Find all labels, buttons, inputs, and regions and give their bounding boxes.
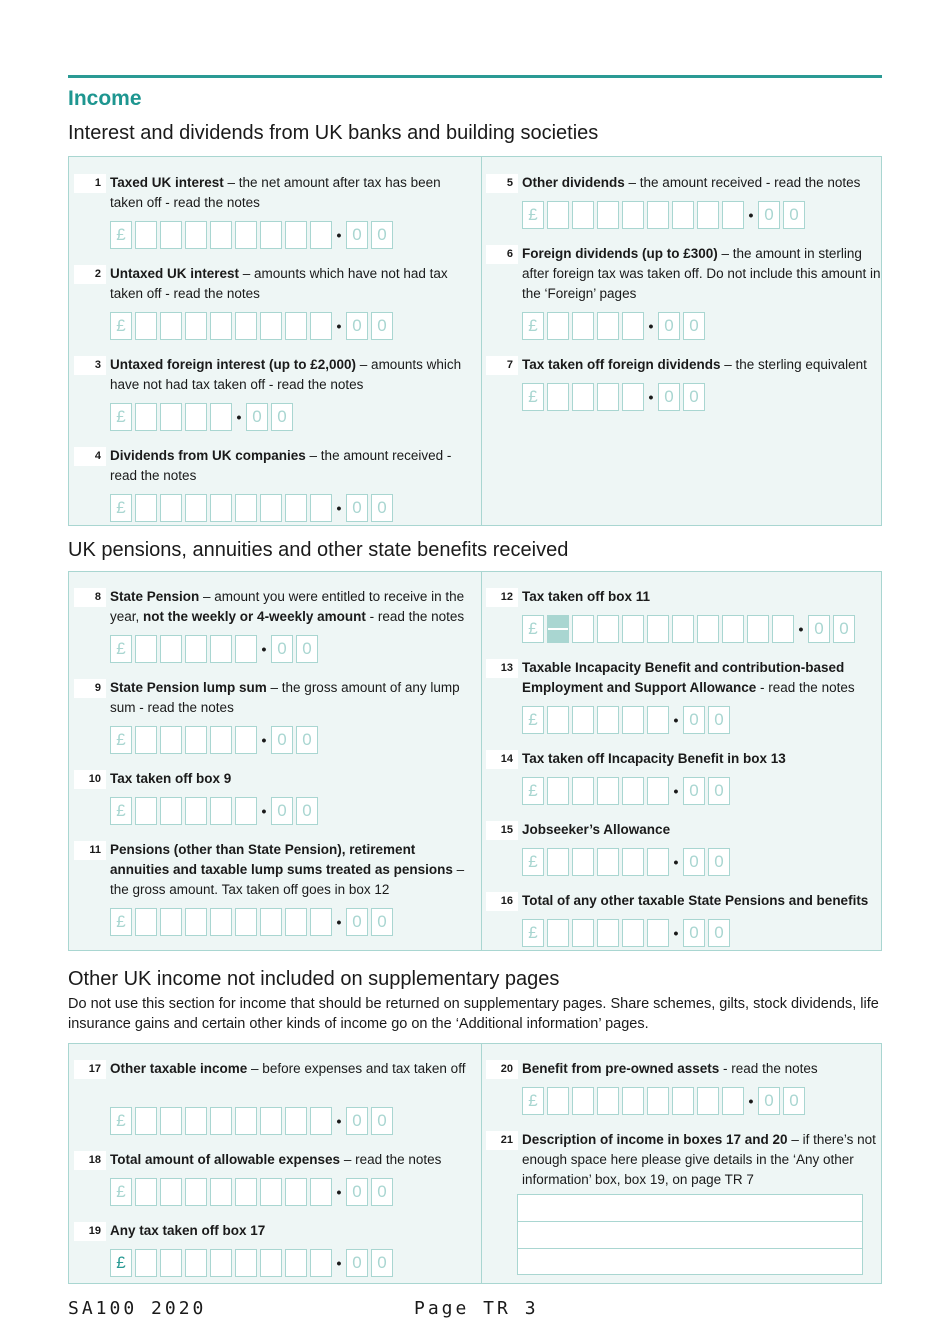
digit-box[interactable] bbox=[260, 1178, 282, 1206]
digit-box[interactable] bbox=[547, 201, 569, 229]
digit-box[interactable] bbox=[310, 494, 332, 522]
pound-sign: £ bbox=[522, 777, 544, 805]
decimal-point: • bbox=[336, 914, 342, 930]
digit-box[interactable] bbox=[235, 635, 257, 663]
pence-box: 0 bbox=[346, 221, 368, 249]
box-number: 6 bbox=[486, 245, 518, 264]
digit-box[interactable] bbox=[160, 494, 182, 522]
amount-input[interactable] bbox=[522, 706, 733, 734]
panel-interest bbox=[68, 156, 882, 526]
field-label: Foreign dividends (up to £300) – the amount in sterling after foreign tax was taken off. Do not include this amount in the ‘Foreign’ pages bbox=[522, 246, 881, 301]
amount-input[interactable] bbox=[110, 312, 396, 340]
digit-box[interactable] bbox=[697, 201, 719, 229]
digit-box[interactable] bbox=[597, 848, 619, 876]
box-number: 11 bbox=[74, 841, 106, 860]
digit-box[interactable] bbox=[210, 312, 232, 340]
digit-box[interactable] bbox=[135, 908, 157, 936]
digit-box[interactable] bbox=[597, 1087, 619, 1115]
box-number: 5 bbox=[486, 174, 518, 193]
amount-input[interactable] bbox=[110, 403, 296, 431]
digit-box[interactable] bbox=[310, 1178, 332, 1206]
section-title-interest: Interest and dividends from UK banks and building societies bbox=[68, 122, 599, 144]
pence-box: 0 bbox=[833, 615, 855, 643]
digit-box[interactable] bbox=[185, 1107, 207, 1135]
digit-box[interactable] bbox=[597, 383, 619, 411]
digit-box[interactable] bbox=[210, 221, 232, 249]
digit-box[interactable] bbox=[622, 919, 644, 947]
digit-box[interactable] bbox=[647, 777, 669, 805]
digit-box[interactable] bbox=[260, 494, 282, 522]
digit-box[interactable] bbox=[310, 312, 332, 340]
pence-box: 0 bbox=[296, 797, 318, 825]
pence-box: 0 bbox=[708, 919, 730, 947]
digit-box[interactable] bbox=[647, 1087, 669, 1115]
pound-sign: £ bbox=[110, 1249, 132, 1277]
digit-box[interactable] bbox=[310, 1107, 332, 1135]
decimal-point: • bbox=[261, 641, 267, 657]
field-label: Description of income in boxes 17 and 20 – if there’s not enough space here please give details in the ‘Any other information’ box, box 19, on page TR 7 bbox=[522, 1132, 876, 1187]
field-label: Pensions (other than State Pension), retirement annuities and taxable lump sums treated as pensions – the gross amount. Tax taken off goes in box 12 bbox=[110, 842, 465, 897]
pence-box: 0 bbox=[758, 1087, 780, 1115]
amount-input[interactable] bbox=[522, 919, 733, 947]
pound-sign: £ bbox=[110, 312, 132, 340]
field-label: Jobseeker’s Allowance bbox=[522, 822, 671, 837]
digit-box[interactable] bbox=[647, 706, 669, 734]
digit-box[interactable] bbox=[160, 312, 182, 340]
pound-sign: £ bbox=[110, 494, 132, 522]
digit-box[interactable] bbox=[210, 403, 232, 431]
digit-box[interactable] bbox=[547, 848, 569, 876]
pence-box: 0 bbox=[371, 1107, 393, 1135]
pound-sign: £ bbox=[110, 635, 132, 663]
digit-box[interactable] bbox=[235, 312, 257, 340]
digit-box[interactable] bbox=[135, 403, 157, 431]
digit-box[interactable] bbox=[547, 1087, 569, 1115]
digit-box[interactable] bbox=[285, 908, 307, 936]
decimal-point: • bbox=[336, 500, 342, 516]
digit-box[interactable] bbox=[647, 919, 669, 947]
digit-box[interactable] bbox=[235, 1107, 257, 1135]
pence-box: 0 bbox=[683, 383, 705, 411]
amount-input[interactable] bbox=[110, 1249, 396, 1277]
digit-box[interactable] bbox=[547, 615, 569, 643]
box-number: 12 bbox=[486, 588, 518, 607]
digit-box[interactable] bbox=[160, 635, 182, 663]
page-number: Page TR 3 bbox=[414, 1298, 539, 1319]
digit-box[interactable] bbox=[647, 201, 669, 229]
pence-box: 0 bbox=[658, 312, 680, 340]
box-number: 10 bbox=[74, 770, 106, 789]
pence-box: 0 bbox=[371, 908, 393, 936]
digit-box[interactable] bbox=[622, 201, 644, 229]
digit-box[interactable] bbox=[622, 383, 644, 411]
pound-sign: £ bbox=[110, 1178, 132, 1206]
pence-box: 0 bbox=[271, 403, 293, 431]
top-rule bbox=[68, 75, 882, 78]
digit-box[interactable] bbox=[597, 615, 619, 643]
box-number: 17 bbox=[74, 1060, 106, 1079]
box-number: 3 bbox=[74, 356, 106, 375]
digit-box[interactable] bbox=[235, 221, 257, 249]
digit-box[interactable] bbox=[210, 1249, 232, 1277]
decimal-point: • bbox=[648, 318, 654, 334]
amount-input[interactable] bbox=[522, 383, 708, 411]
pence-box: 0 bbox=[708, 848, 730, 876]
amount-input[interactable] bbox=[110, 908, 396, 936]
pound-sign: £ bbox=[522, 615, 544, 643]
pound-sign: £ bbox=[522, 919, 544, 947]
amount-input[interactable] bbox=[522, 848, 733, 876]
decimal-point: • bbox=[336, 1184, 342, 1200]
pence-box: 0 bbox=[783, 1087, 805, 1115]
digit-box[interactable] bbox=[597, 312, 619, 340]
pound-sign: £ bbox=[522, 848, 544, 876]
digit-box[interactable] bbox=[572, 777, 594, 805]
digit-box[interactable] bbox=[135, 494, 157, 522]
pound-sign: £ bbox=[110, 403, 132, 431]
decimal-point: • bbox=[798, 621, 804, 637]
pence-box: 0 bbox=[658, 383, 680, 411]
digit-box[interactable] bbox=[185, 635, 207, 663]
page-title: Income bbox=[68, 87, 142, 110]
digit-box[interactable] bbox=[547, 919, 569, 947]
digit-box[interactable] bbox=[235, 1178, 257, 1206]
box-number: 13 bbox=[486, 659, 518, 678]
pence-box: 0 bbox=[296, 726, 318, 754]
field-label: Other dividends – the amount received - read the notes bbox=[522, 175, 861, 190]
field-label: Untaxed foreign interest (up to £2,000) – amounts which have not had tax taken off - read the notes bbox=[110, 357, 462, 392]
digit-box[interactable] bbox=[285, 221, 307, 249]
digit-box[interactable] bbox=[597, 777, 619, 805]
digit-box[interactable] bbox=[260, 908, 282, 936]
pound-sign: £ bbox=[522, 706, 544, 734]
box-number: 20 bbox=[486, 1060, 518, 1079]
amount-input[interactable] bbox=[110, 726, 321, 754]
digit-box[interactable] bbox=[597, 919, 619, 947]
field-label: Tax taken off Incapacity Benefit in box 13 bbox=[522, 751, 786, 766]
decimal-point: • bbox=[261, 732, 267, 748]
digit-box[interactable] bbox=[210, 908, 232, 936]
digit-box[interactable] bbox=[547, 706, 569, 734]
panel-other-income bbox=[68, 1043, 882, 1284]
digit-box[interactable] bbox=[697, 615, 719, 643]
pence-box: 0 bbox=[683, 848, 705, 876]
digit-box[interactable] bbox=[185, 1178, 207, 1206]
pence-box: 0 bbox=[271, 726, 293, 754]
decimal-point: • bbox=[673, 925, 679, 941]
field-label: Untaxed UK interest – amounts which have not had tax taken off - read the notes bbox=[110, 266, 448, 301]
field-label: State Pension lump sum – the gross amount of any lump sum - read the notes bbox=[110, 680, 460, 715]
pound-sign: £ bbox=[522, 1087, 544, 1115]
digit-box[interactable] bbox=[285, 1178, 307, 1206]
field-label: Total amount of allowable expenses – read the notes bbox=[110, 1152, 442, 1167]
pence-box: 0 bbox=[271, 635, 293, 663]
amount-input[interactable] bbox=[522, 777, 733, 805]
digit-box[interactable] bbox=[547, 383, 569, 411]
digit-box[interactable] bbox=[260, 1107, 282, 1135]
decimal-point: • bbox=[748, 1093, 754, 1109]
digit-box[interactable] bbox=[597, 201, 619, 229]
decimal-point: • bbox=[673, 783, 679, 799]
amount-input[interactable] bbox=[110, 1178, 396, 1206]
field-label: Tax taken off foreign dividends – the sterling equivalent bbox=[522, 357, 867, 372]
digit-box[interactable] bbox=[672, 615, 694, 643]
amount-input[interactable] bbox=[522, 312, 708, 340]
pence-box: 0 bbox=[683, 919, 705, 947]
digit-box[interactable] bbox=[622, 706, 644, 734]
panel-pensions bbox=[68, 571, 882, 951]
digit-box[interactable] bbox=[210, 1107, 232, 1135]
digit-box[interactable] bbox=[135, 1107, 157, 1135]
pence-box: 0 bbox=[708, 777, 730, 805]
digit-box[interactable] bbox=[310, 908, 332, 936]
pence-box: 0 bbox=[346, 1178, 368, 1206]
digit-box[interactable] bbox=[572, 1087, 594, 1115]
amount-input[interactable] bbox=[110, 494, 396, 522]
section-title-pensions: UK pensions, annuities and other state benefits received bbox=[68, 539, 569, 561]
digit-box[interactable] bbox=[185, 908, 207, 936]
digit-box[interactable] bbox=[622, 1087, 644, 1115]
digit-box[interactable] bbox=[185, 221, 207, 249]
digit-box[interactable] bbox=[747, 615, 769, 643]
digit-box[interactable] bbox=[722, 615, 744, 643]
box-number: 18 bbox=[74, 1151, 106, 1170]
pence-box: 0 bbox=[783, 201, 805, 229]
digit-box[interactable] bbox=[647, 848, 669, 876]
digit-box[interactable] bbox=[697, 1087, 719, 1115]
digit-box[interactable] bbox=[160, 1107, 182, 1135]
pound-sign: £ bbox=[110, 1107, 132, 1135]
decimal-point: • bbox=[673, 712, 679, 728]
digit-box[interactable] bbox=[185, 403, 207, 431]
digit-box[interactable] bbox=[235, 494, 257, 522]
field-label: Benefit from pre-owned assets - read the notes bbox=[522, 1061, 818, 1076]
digit-box[interactable] bbox=[722, 201, 744, 229]
box-number: 1 bbox=[74, 174, 106, 193]
digit-box[interactable] bbox=[772, 615, 794, 643]
digit-box[interactable] bbox=[672, 1087, 694, 1115]
decimal-point: • bbox=[336, 227, 342, 243]
digit-box[interactable] bbox=[572, 848, 594, 876]
decimal-point: • bbox=[748, 207, 754, 223]
box-number: 14 bbox=[486, 750, 518, 769]
description-textarea[interactable] bbox=[517, 1194, 863, 1275]
digit-box[interactable] bbox=[622, 777, 644, 805]
box-number: 9 bbox=[74, 679, 106, 698]
digit-box[interactable] bbox=[160, 403, 182, 431]
digit-box[interactable] bbox=[160, 221, 182, 249]
pence-box: 0 bbox=[346, 494, 368, 522]
pound-sign: £ bbox=[522, 312, 544, 340]
decimal-point: • bbox=[336, 318, 342, 334]
digit-box[interactable] bbox=[260, 221, 282, 249]
pence-box: 0 bbox=[296, 635, 318, 663]
digit-box[interactable] bbox=[572, 706, 594, 734]
box-number: 21 bbox=[486, 1131, 518, 1150]
digit-box[interactable] bbox=[547, 312, 569, 340]
amount-input[interactable] bbox=[522, 615, 858, 643]
pence-box: 0 bbox=[346, 312, 368, 340]
digit-box[interactable] bbox=[185, 312, 207, 340]
field-label: Other taxable income – before expenses and tax taken off bbox=[110, 1061, 466, 1076]
pound-sign: £ bbox=[110, 797, 132, 825]
decimal-point: • bbox=[336, 1113, 342, 1129]
digit-box[interactable] bbox=[310, 221, 332, 249]
digit-box[interactable] bbox=[647, 615, 669, 643]
digit-box[interactable] bbox=[135, 312, 157, 340]
digit-box[interactable] bbox=[260, 312, 282, 340]
digit-box[interactable] bbox=[622, 848, 644, 876]
digit-box[interactable] bbox=[547, 777, 569, 805]
decimal-point: • bbox=[236, 409, 242, 425]
digit-box[interactable] bbox=[135, 635, 157, 663]
box-number: 15 bbox=[486, 821, 518, 840]
amount-input[interactable] bbox=[110, 635, 321, 663]
pence-box: 0 bbox=[371, 494, 393, 522]
digit-box[interactable] bbox=[160, 797, 182, 825]
digit-box[interactable] bbox=[135, 1249, 157, 1277]
digit-box[interactable] bbox=[185, 726, 207, 754]
amount-input[interactable] bbox=[522, 1087, 808, 1115]
field-label: Dividends from UK companies – the amount received - read the notes bbox=[110, 448, 452, 483]
digit-box[interactable] bbox=[622, 312, 644, 340]
pence-box: 0 bbox=[758, 201, 780, 229]
field-label: State Pension – amount you were entitled to receive in the year, not the weekly or 4-weekly amount - read the notes bbox=[110, 589, 465, 624]
pence-box: 0 bbox=[371, 1249, 393, 1277]
form-id: SA100 2020 bbox=[68, 1298, 207, 1319]
digit-box[interactable] bbox=[572, 312, 594, 340]
pound-sign: £ bbox=[522, 383, 544, 411]
section-intro: Do not use this section for income that should be returned on supplementary pages. Share schemes, gilts, stock dividends, life insurance gains and certain other kinds of income go on the ‘Additional information’ pages. bbox=[68, 996, 879, 1032]
box-number: 7 bbox=[486, 356, 518, 375]
digit-box[interactable] bbox=[235, 726, 257, 754]
decimal-point: • bbox=[673, 854, 679, 870]
digit-box[interactable] bbox=[160, 1249, 182, 1277]
digit-box[interactable] bbox=[285, 1249, 307, 1277]
digit-box[interactable] bbox=[260, 1249, 282, 1277]
pence-box: 0 bbox=[371, 221, 393, 249]
digit-box[interactable] bbox=[597, 706, 619, 734]
amount-input[interactable] bbox=[522, 201, 808, 229]
field-label: Taxed UK interest – the net amount after tax has been taken off - read the notes bbox=[110, 175, 441, 210]
digit-box[interactable] bbox=[135, 1178, 157, 1206]
pence-box: 0 bbox=[808, 615, 830, 643]
decimal-point: • bbox=[336, 1255, 342, 1271]
pence-box: 0 bbox=[271, 797, 293, 825]
pence-box: 0 bbox=[371, 312, 393, 340]
digit-box[interactable] bbox=[160, 908, 182, 936]
digit-box[interactable] bbox=[572, 615, 594, 643]
digit-box[interactable] bbox=[160, 1178, 182, 1206]
pound-sign: £ bbox=[522, 201, 544, 229]
digit-box[interactable] bbox=[235, 1249, 257, 1277]
digit-box[interactable] bbox=[285, 494, 307, 522]
digit-box[interactable] bbox=[572, 919, 594, 947]
digit-box[interactable] bbox=[235, 908, 257, 936]
pence-box: 0 bbox=[246, 403, 268, 431]
digit-box[interactable] bbox=[285, 1107, 307, 1135]
field-label: Total of any other taxable State Pensions and benefits bbox=[522, 893, 869, 908]
pence-box: 0 bbox=[346, 1249, 368, 1277]
field-label: Any tax taken off box 17 bbox=[110, 1223, 266, 1238]
amount-input[interactable] bbox=[110, 221, 396, 249]
digit-box[interactable] bbox=[572, 201, 594, 229]
box-number: 2 bbox=[74, 265, 106, 284]
pence-box: 0 bbox=[708, 706, 730, 734]
digit-box[interactable] bbox=[135, 221, 157, 249]
digit-box[interactable] bbox=[185, 494, 207, 522]
pence-box: 0 bbox=[683, 312, 705, 340]
pound-sign: £ bbox=[110, 221, 132, 249]
digit-box[interactable] bbox=[210, 797, 232, 825]
pence-box: 0 bbox=[683, 777, 705, 805]
field-label: Taxable Incapacity Benefit and contribution-based Employment and Support Allowance - read the notes bbox=[522, 660, 855, 695]
digit-box[interactable] bbox=[235, 797, 257, 825]
section-title-other-income: Other UK income not included on supplementary pages bbox=[68, 968, 560, 990]
digit-box[interactable] bbox=[210, 726, 232, 754]
field-label: Tax taken off box 11 bbox=[522, 589, 651, 604]
pound-sign: £ bbox=[110, 726, 132, 754]
digit-box[interactable] bbox=[622, 615, 644, 643]
box-number: 4 bbox=[74, 447, 106, 466]
decimal-point: • bbox=[648, 389, 654, 405]
pound-sign: £ bbox=[110, 908, 132, 936]
box-number: 16 bbox=[486, 892, 518, 911]
digit-box[interactable] bbox=[135, 797, 157, 825]
field-label: Tax taken off box 9 bbox=[110, 771, 232, 786]
amount-input[interactable] bbox=[110, 1107, 396, 1135]
digit-box[interactable] bbox=[160, 726, 182, 754]
pence-box: 0 bbox=[683, 706, 705, 734]
pence-box: 0 bbox=[371, 1178, 393, 1206]
digit-box[interactable] bbox=[210, 635, 232, 663]
decimal-point: • bbox=[261, 803, 267, 819]
pence-box: 0 bbox=[346, 1107, 368, 1135]
amount-input[interactable] bbox=[110, 797, 321, 825]
digit-box[interactable] bbox=[285, 312, 307, 340]
digit-box[interactable] bbox=[310, 1249, 332, 1277]
digit-box[interactable] bbox=[210, 494, 232, 522]
digit-box[interactable] bbox=[722, 1087, 744, 1115]
box-number: 19 bbox=[74, 1222, 106, 1241]
digit-box[interactable] bbox=[135, 726, 157, 754]
digit-box[interactable] bbox=[572, 383, 594, 411]
digit-box[interactable] bbox=[210, 1178, 232, 1206]
digit-box[interactable] bbox=[185, 1249, 207, 1277]
pence-box: 0 bbox=[346, 908, 368, 936]
box-number: 8 bbox=[74, 588, 106, 607]
digit-box[interactable] bbox=[185, 797, 207, 825]
digit-box[interactable] bbox=[672, 201, 694, 229]
